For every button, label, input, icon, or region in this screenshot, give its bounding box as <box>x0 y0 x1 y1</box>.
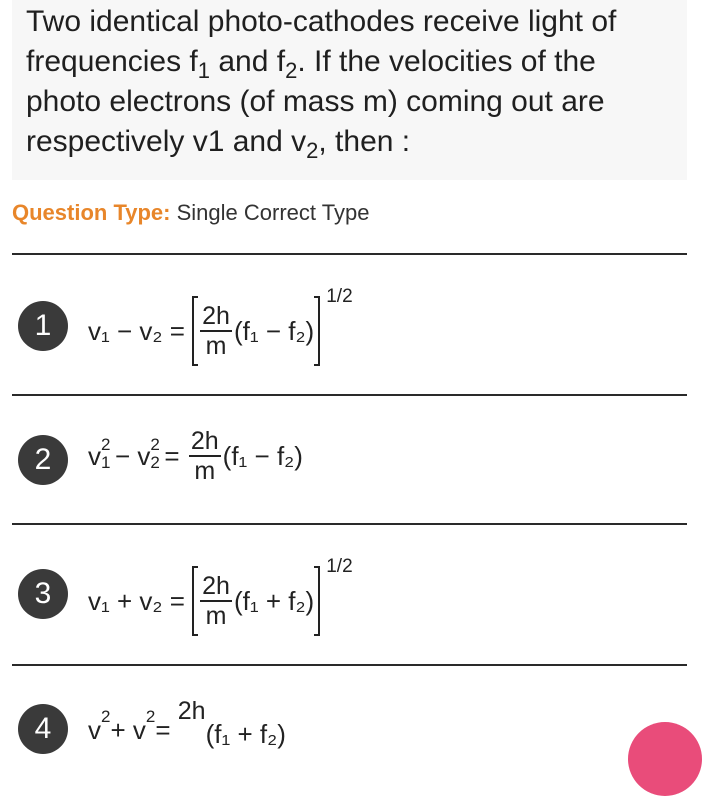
option-2-tail: (f₁ − f₂) <box>222 440 303 471</box>
option-1-fraction <box>200 302 232 360</box>
left-bracket <box>192 566 198 636</box>
option-3-tail: (f₁ + f₂) <box>233 585 315 616</box>
divider <box>12 664 687 666</box>
question-line-2b: and f <box>210 45 286 78</box>
question-line-3: photo electrons (of mass m) coming out are <box>26 85 605 118</box>
left-bracket <box>192 296 198 366</box>
fraction-denominator: m <box>194 457 216 485</box>
option-2[interactable] <box>12 397 687 523</box>
question-line-4b: , then : <box>318 125 411 158</box>
option-2-formula <box>88 427 303 485</box>
right-bracket <box>314 296 320 366</box>
option-4-sup-1: 2 <box>101 707 111 726</box>
option-3[interactable] <box>12 526 687 664</box>
option-2-fraction <box>189 427 221 485</box>
question-sub-f1: 1 <box>197 58 211 83</box>
fraction-denominator: m <box>205 332 227 361</box>
divider <box>12 523 687 525</box>
exponent: 1/2 <box>326 556 353 577</box>
option-2-supsub-2: 2 2 <box>150 435 160 472</box>
option-4-sup-2: 2 <box>145 707 156 726</box>
question-line-2a: frequencies f <box>26 45 198 78</box>
option-4-equals: = <box>155 715 171 745</box>
option-1[interactable] <box>12 256 687 394</box>
question-line-2c: . If the velocities of the <box>297 45 596 78</box>
option-4-formula <box>88 693 286 750</box>
option-1-tail: (f₁ − f₂) <box>233 315 315 346</box>
divider <box>12 253 687 255</box>
option-number-badge: 3 <box>18 569 68 619</box>
option-4-tail: (f₁ + f₂) <box>205 719 286 749</box>
option-2-supsub-1: 2 1 <box>101 435 111 472</box>
floating-action-button[interactable] <box>628 722 702 796</box>
option-1-lhs: v₁ − v₂ = <box>88 315 185 346</box>
question-line-4a: respectively v1 and v <box>26 125 307 158</box>
question-type <box>12 198 369 228</box>
question-card <box>12 0 687 180</box>
option-2-v1: v <box>88 440 101 471</box>
question-text <box>26 2 676 162</box>
option-number-badge: 4 <box>18 704 68 754</box>
question-sub-f2: 2 <box>285 58 298 83</box>
option-4[interactable] <box>12 667 687 749</box>
option-3-lhs: v₁ + v₂ = <box>88 585 185 616</box>
question-type-value: Single Correct Type <box>176 200 370 225</box>
option-3-fraction <box>200 572 232 630</box>
fraction-numerator: 2h <box>177 697 206 725</box>
exponent: 1/2 <box>326 286 353 307</box>
option-1-formula <box>88 286 353 366</box>
question-sub-v2: 2 <box>306 138 319 163</box>
divider <box>12 394 687 396</box>
option-3-formula <box>88 556 353 636</box>
question-line-1: Two identical photo-cathodes receive light of <box>26 5 617 38</box>
right-bracket <box>314 566 320 636</box>
fraction-numerator: 2h <box>190 427 219 455</box>
option-number-badge: 1 <box>18 301 68 351</box>
option-4-v1: v <box>88 715 101 745</box>
fraction-denominator: m <box>205 602 227 631</box>
fraction-numerator: 2h <box>202 572 230 601</box>
option-4-plus: + v <box>110 715 146 745</box>
option-2-equals: = <box>164 440 180 471</box>
option-number-badge: 2 <box>18 435 68 485</box>
question-type-label: Question Type: <box>12 200 171 225</box>
option-2-minus: − v <box>115 440 151 471</box>
fraction-numerator: 2h <box>202 302 230 331</box>
